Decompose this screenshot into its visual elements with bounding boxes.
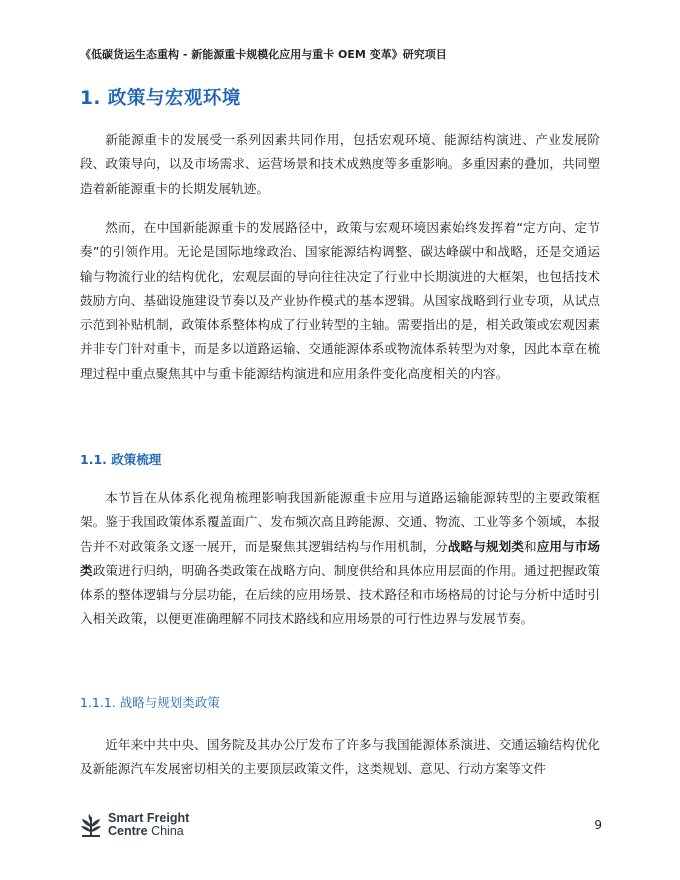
page-number: 9 [594, 818, 602, 832]
sfc-logo-icon [80, 813, 102, 837]
paragraph-text: 本节旨在从体系化视角梳理影响我国新能源重卡应用与道路运输能源转型的主要政策框架。鉴于我国政策体系覆盖面广、发布频次高且跨能源、交通、物流、工业等多个领域，本报告并不对政策条文逐一展开，而是聚焦其逻辑结构与作用机制，分 [80, 490, 600, 554]
running-header: 《低碳货运生态重构 - 新能源重卡规模化应用与重卡 OEM 变革》研究项目 [80, 48, 447, 61]
paragraph-text: 政策进行归纳，明确各类政策在战略方向、制度供给和具体应用层面的作用。通过把握政策体系的整体逻辑与分层功能，在后续的应用场景、技术路径和市场格局的讨论与分析中适时引入相关政策，以便更准确理解不同技术路线和应用场景的可行性边界与发展节奏。 [80, 562, 601, 627]
body-paragraph: 新能源重卡的发展受一系列因素共同作用，包括宏观环境、能源结构演进、产业发展阶段、政策导向，以及市场需求、运营场景和技术成熟度等多重影响。多重因素的叠加，共同塑造着新能源重卡的长期发展轨迹。 [80, 132, 600, 196]
logo-wordmark [108, 812, 189, 838]
subsection-heading: 1.1. 政策梳理 [80, 452, 162, 467]
logo-word-centre: Centre [108, 824, 148, 838]
body-paragraph: 近年来中共中央、国务院及其办公厅发布了许多与我国能源体系演进、交通运输结构优化及新能源汽车发展密切相关的主要顶层政策文件，这类规划、意见、行动方案等文件 [80, 737, 600, 777]
section-heading: 1. 政策与宏观环境 [80, 88, 241, 109]
paragraph-text: 和 [524, 538, 537, 554]
bold-term: 应用与市场类 [80, 538, 601, 578]
logo-line-1: Smart Freight [108, 811, 190, 825]
body-paragraph: 然而，在中国新能源重卡的发展路径中，政策与宏观环境因素始终发挥着“定方向、定节奏”的引领作用。无论是国际地缘政治、国家能源结构调整、碳达峰碳中和战略，还是交通运输与物流行业的结构优化，宏观层面的导向往往决定了行业中长期演进的大框架，也包括技术鼓励方向、基础设施建设节奏以及产业协作模式的基本逻辑。从国家战略到行业专项，从试点示范到补贴机制，政策体系整体构成了行业转型的主轴。需要指出的是，相关政策或宏观因素并非专门针对重卡，而是多以道路运输、交通能源体系或物流体系转型为对象，因此本章在梳理过程中重点聚焦其中与重卡能源结构演进和应用条件变化高度相关的内容。 [80, 220, 600, 381]
logo-word-china: China [147, 824, 184, 838]
body-paragraph [80, 486, 600, 632]
bold-term: 战略与规划类 [447, 538, 524, 554]
smart-freight-centre-logo [80, 810, 189, 840]
subsubsection-heading: 1.1.1. 战略与规划类政策 [80, 695, 220, 710]
logo-line-2 [108, 825, 189, 838]
